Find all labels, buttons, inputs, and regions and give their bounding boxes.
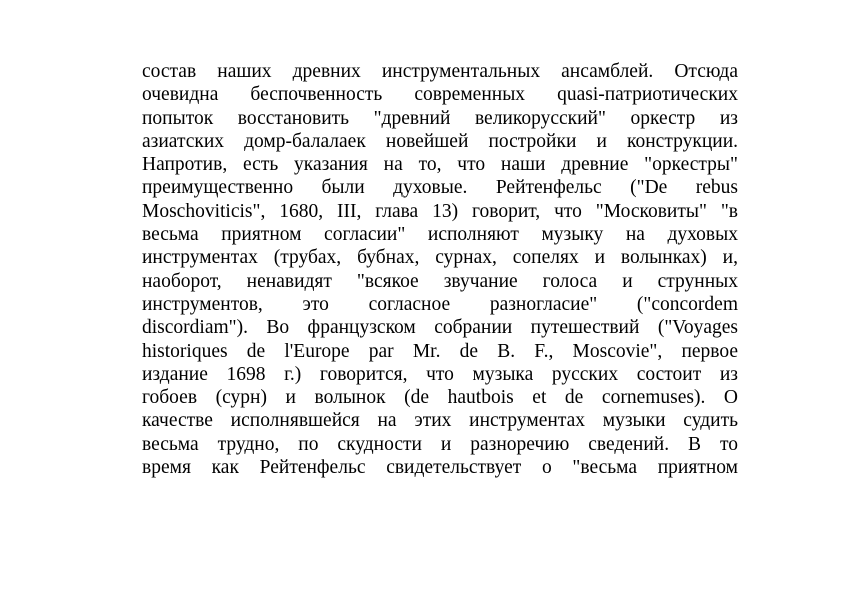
text-line: время как Рейтенфельс свидетельствует о "весьма приятном xyxy=(142,457,738,479)
body-text xyxy=(142,60,738,479)
text-line: гобоев (сурн) и волынок (de hautbois et de cornemuses). О xyxy=(142,387,738,409)
text-line: весьма приятном согласии" исполняют музыку на духовых xyxy=(142,224,738,246)
text-line: Напротив, есть указания на то, что наши древние "оркестры" xyxy=(142,154,738,176)
text-line: преимущественно были духовые. Рейтенфельс ("De rebus xyxy=(142,177,738,199)
text-line: издание 1698 г.) говорится, что музыка русских состоит из xyxy=(142,363,738,385)
text-line: состав наших древних инструментальных ансамблей. Отсюда xyxy=(142,61,738,82)
text-line: наоборот, ненавидят "всякое звучание голоса и струнных xyxy=(142,270,738,292)
text-line: азиатских домр-балалаек новейшей постройки и конструкции. xyxy=(142,130,738,152)
text-line: качестве исполнявшейся на этих инструментах музыки судить xyxy=(142,410,738,432)
text-line: весьма трудно, по скудности и разноречию сведений. В то xyxy=(142,433,738,455)
text-line: Moschoviticis", 1680, III, глава 13) говорит, что "Московиты" "в xyxy=(142,200,738,222)
text-line: discordiam"). Во французском собрании путешествий ("Voyages xyxy=(142,317,738,339)
text-line: historiques de l'Europe par Mr. de B. F., Moscovie", первое xyxy=(142,340,738,362)
text-line: инструментах (трубах, бубнах, сурнах, сопелях и волынках) и, xyxy=(142,247,738,269)
text-line: инструментов, это согласное разногласие" ("concordem xyxy=(142,293,738,315)
text-line: очевидна беспочвенность современных quasi-патриотических xyxy=(142,84,738,106)
text-line: попыток восстановить "древний великорусский" оркестр из xyxy=(142,107,738,129)
